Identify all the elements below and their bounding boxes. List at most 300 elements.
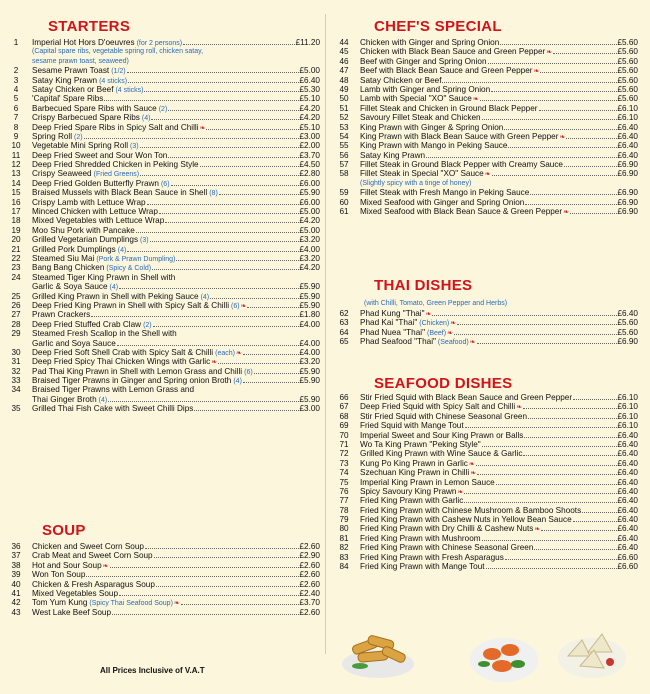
dot-leader <box>454 334 617 335</box>
item-name: Beef with Black Bean Sauce and Green Pepper <box>360 66 533 76</box>
item-price: £6.40 <box>299 75 320 85</box>
menu-item-row <box>0 160 320 169</box>
menu-item-row <box>328 524 638 533</box>
dot-leader <box>488 63 617 64</box>
item-number: 72 <box>339 449 349 459</box>
item-number: 84 <box>339 562 349 572</box>
starters-list <box>0 38 320 414</box>
item-price: £6.10 <box>617 113 638 123</box>
item-number: 76 <box>339 486 349 496</box>
item-note: (2) <box>143 321 152 329</box>
menu-item-row <box>0 357 320 366</box>
item-name: Deep Fried Spare Ribs in Spicy Salt and Chilli <box>32 122 199 132</box>
dot-leader <box>136 232 299 233</box>
item-name: Fried King Prawn with Dry Chilli & Cashew Nuts <box>360 524 534 534</box>
item-number: 6 <box>13 103 19 113</box>
chili-pepper-icon: ❧ <box>534 526 541 534</box>
dot-leader <box>140 175 298 176</box>
chefs-special-title: CHEF'S SPECIAL <box>374 18 502 35</box>
item-name: Fillet Steak in Special "XO" Sauce <box>360 169 484 179</box>
item-price: £5.90 <box>299 188 320 198</box>
item-price: £6.90 <box>617 160 638 170</box>
dot-leader <box>206 129 298 130</box>
dot-leader <box>504 129 616 130</box>
item-number: 1 <box>13 38 19 47</box>
menu-item-row <box>328 421 638 430</box>
item-number: 61 <box>339 207 349 217</box>
item-name: Imperial Sweet and Sour King Prawn or Balls <box>360 430 524 440</box>
menu-item-row <box>328 328 638 337</box>
menu-item-row <box>0 273 320 282</box>
item-number: 49 <box>339 84 349 94</box>
item-name: Sesame Prawn Toast <box>32 66 110 76</box>
item-price: £3.00 <box>299 404 320 414</box>
menu-item-row <box>328 160 638 169</box>
chefs-special-list <box>328 38 638 216</box>
item-note: (4 sticks) <box>99 77 128 85</box>
menu-item-row <box>328 506 638 515</box>
item-price: £4.20 <box>299 103 320 113</box>
item-number: 45 <box>339 47 349 57</box>
item-number: 4 <box>13 84 19 94</box>
menu-item-row <box>0 226 320 235</box>
item-price: £5.90 <box>299 366 320 376</box>
item-number: 68 <box>339 411 349 421</box>
item-number: 50 <box>339 94 349 104</box>
soup-title: SOUP <box>42 522 86 539</box>
item-number: 58 <box>339 169 349 179</box>
dot-leader <box>465 427 617 428</box>
dot-leader <box>165 222 298 223</box>
item-name: Mixed Vegetables Soup <box>32 588 119 598</box>
item-name: Grilled King Prawn in Shell with Peking Sauce <box>32 291 199 301</box>
item-price: £2.60 <box>299 607 320 617</box>
item-note: (Chicken) <box>419 320 450 328</box>
item-price: £6.90 <box>617 188 638 198</box>
item-price: £5.10 <box>299 94 320 104</box>
item-price: £2.60 <box>299 542 320 551</box>
menu-item-row <box>0 376 320 385</box>
item-number: 83 <box>339 552 349 562</box>
item-price: £5.60 <box>617 56 638 66</box>
item-number: 75 <box>339 477 349 487</box>
item-number: 55 <box>339 141 349 151</box>
chili-pepper-icon: ❧ <box>447 329 453 337</box>
item-number: 2 <box>13 66 19 76</box>
menu-item-row <box>0 188 320 197</box>
item-number: 51 <box>339 103 349 113</box>
item-price: £2.00 <box>299 141 320 151</box>
dot-leader <box>482 119 617 120</box>
dot-leader <box>457 324 616 325</box>
item-note: (6) <box>231 302 240 310</box>
item-number: 63 <box>339 318 349 328</box>
menu-item-row <box>0 348 320 357</box>
menu-item-row <box>0 76 320 85</box>
item-name: Steamed Tiger King Prawn in Shell with <box>32 272 176 282</box>
item-number: 28 <box>11 319 21 329</box>
item-price: £6.40 <box>617 122 638 132</box>
item-name: Prawn Crackers <box>32 310 91 320</box>
item-name: Fillet Steak and Chicken in Ground Black Pepper <box>360 103 538 113</box>
item-price: £3.20 <box>299 253 320 263</box>
dot-leader <box>112 614 298 615</box>
item-note: (4) <box>117 246 127 254</box>
item-note: (Seafood) <box>437 339 469 347</box>
item-price: £5.60 <box>617 47 638 57</box>
menu-item-row <box>0 561 320 570</box>
dot-leader <box>570 213 617 214</box>
item-name: Fillet Steak with Fresh Mango in Peking Sauce <box>360 188 530 198</box>
item-note: (each) <box>215 349 235 357</box>
item-price: £4.50 <box>299 160 320 170</box>
chili-pepper-icon: ❧ <box>211 359 218 367</box>
item-price: £6.40 <box>617 468 638 478</box>
chili-pepper-icon: ❧ <box>102 562 109 570</box>
item-name: Crispy Seaweed <box>32 169 92 179</box>
item-number: 80 <box>339 524 349 534</box>
menu-item-row <box>328 113 638 122</box>
item-number: 64 <box>339 327 349 337</box>
spring-rolls-image <box>338 612 418 684</box>
item-name: Grilled Pork Dumplings <box>32 244 116 254</box>
item-price: £5.90 <box>299 282 320 292</box>
dot-leader <box>476 465 617 466</box>
menu-item-row <box>0 151 320 160</box>
item-name: Savoury Fillet Steak and Chicken <box>360 113 481 123</box>
item-name: Chicken with Ginger and Spring Onion <box>360 38 500 47</box>
item-price: £6.40 <box>617 141 638 151</box>
menu-item-row <box>0 367 320 376</box>
menu-item-row <box>328 478 638 487</box>
dot-leader <box>524 437 616 438</box>
chili-pepper-icon: ❧ <box>240 302 247 310</box>
item-note: (4) <box>98 396 108 404</box>
item-price: £6.90 <box>617 207 638 217</box>
item-price: £4.00 <box>299 347 320 357</box>
item-number: 15 <box>11 188 21 198</box>
chili-pepper-icon: ❧ <box>173 600 180 608</box>
item-price: £6.40 <box>617 524 638 534</box>
menu-item-row <box>0 66 320 75</box>
item-number: 23 <box>11 263 21 273</box>
dot-leader <box>144 91 298 92</box>
menu-item-row <box>328 85 638 94</box>
menu-item-row <box>328 141 638 150</box>
item-number: 52 <box>339 113 349 123</box>
item-price: £6.10 <box>617 411 638 421</box>
item-name: Won Ton Soup <box>32 570 86 580</box>
item-price: £6.40 <box>617 486 638 496</box>
item-price: £6.40 <box>617 515 638 525</box>
item-name: Grilled Vegetarian Dumplings <box>32 235 139 245</box>
item-number: 44 <box>339 38 349 47</box>
item-price: £5.00 <box>299 207 320 217</box>
item-price: £5.00 <box>299 66 320 76</box>
dot-leader <box>540 72 616 73</box>
dot-leader <box>566 138 616 139</box>
item-price: £3.70 <box>299 598 320 608</box>
item-name: Mixed Seafood with Ginger and Spring Onion <box>360 197 525 207</box>
item-name: Braised Mussels with Black Bean Sauce in Shell <box>32 188 208 198</box>
menu-item-row <box>0 320 320 329</box>
item-name: Deep Fried Shredded Chicken in Peking Style <box>32 160 199 170</box>
item-note: (3) <box>140 237 149 245</box>
item-number: 20 <box>11 235 21 245</box>
item-note: (4) <box>109 284 119 292</box>
item-price: £2.60 <box>299 570 320 580</box>
menu-item-row <box>0 132 320 141</box>
item-note: (6) <box>244 368 253 376</box>
item-name: Spring Roll <box>32 131 73 141</box>
dot-leader <box>564 166 617 167</box>
menu-item-row <box>0 85 320 94</box>
item-name: Imperial Hot Hors D'oeuvres <box>32 38 135 47</box>
item-number: 70 <box>339 430 349 440</box>
menu-item-row <box>0 94 320 103</box>
item-number: 11 <box>11 150 21 160</box>
item-number: 74 <box>339 468 349 478</box>
item-name: Fillet Steak in Ground Black Pepper with Creamy Sauce <box>360 160 563 170</box>
menu-item-row <box>0 589 320 598</box>
item-name: Stir Fried Squid with Black Bean Sauce and Green Pepper <box>360 393 573 402</box>
menu-item-row <box>0 179 320 188</box>
item-name: Fried King Prawn with Cashew Nuts in Yellow Bean Sauce <box>360 515 572 525</box>
dot-leader <box>218 363 298 364</box>
chili-pepper-icon: ❧ <box>546 49 553 57</box>
dot-leader <box>247 307 298 308</box>
item-number: 13 <box>11 169 21 179</box>
item-number: 7 <box>13 113 19 123</box>
dot-leader <box>181 604 299 605</box>
item-number: 29 <box>11 329 21 339</box>
dot-leader <box>91 316 298 317</box>
soup-list <box>0 542 320 617</box>
item-price: £6.40 <box>617 496 638 506</box>
vat-footer: All Prices Inclusive of V.A.T <box>100 666 205 675</box>
item-price: £5.60 <box>617 84 638 94</box>
dot-leader <box>156 586 299 587</box>
menu-item-row <box>328 47 638 56</box>
item-price: £5.90 <box>299 376 320 386</box>
dot-leader <box>171 185 299 186</box>
dot-leader <box>128 82 298 83</box>
item-number: 17 <box>11 207 21 217</box>
dot-leader <box>486 568 617 569</box>
chili-pepper-icon: ❧ <box>472 96 479 104</box>
item-price: £6.40 <box>617 131 638 141</box>
item-number: 54 <box>339 131 349 141</box>
item-number: 34 <box>11 385 21 395</box>
item-number: 41 <box>11 588 21 598</box>
item-name: Deep Fried Sweet and Sour Won Ton <box>32 150 168 160</box>
item-number: 33 <box>11 376 21 386</box>
item-price: £4.20 <box>299 113 320 123</box>
item-name: Mixed Seafood with Black Bean Sauce & Green Pepper <box>360 207 563 217</box>
item-price: £6.10 <box>617 103 638 113</box>
dot-leader <box>127 251 298 252</box>
item-name: 'Capital' Spare Ribs <box>32 94 104 104</box>
item-note: (Spicy Thai Seafood Soup) <box>89 600 173 608</box>
dot-leader <box>432 315 616 316</box>
menu-item-row <box>0 104 320 113</box>
item-number: 18 <box>11 216 21 226</box>
menu-item-row <box>328 318 638 327</box>
item-number: 66 <box>339 393 349 402</box>
chili-pepper-icon: ❧ <box>450 320 457 328</box>
item-number: 32 <box>11 366 21 376</box>
item-number: 22 <box>11 253 21 263</box>
dot-leader <box>108 401 298 402</box>
item-price: £4.00 <box>299 338 320 348</box>
menu-item-row <box>0 329 320 338</box>
item-name: Fried King Prawn with Garlic <box>360 496 464 506</box>
item-name: Crispy Lamb with Lettuce Wrap <box>32 197 146 207</box>
dot-leader <box>426 157 616 158</box>
item-name: Fried King Prawn with Chinese Mushroom & Bamboo Shoots <box>360 505 582 515</box>
item-price: £6.40 <box>617 543 638 553</box>
item-note: (for 2 persons) <box>136 40 183 47</box>
item-price: £1.80 <box>299 310 320 320</box>
dot-leader <box>505 559 617 560</box>
item-name: Deep Fried Golden Butterfly Prawn <box>32 178 159 188</box>
menu-item-row <box>328 38 638 47</box>
item-price: £4.20 <box>299 216 320 226</box>
menu-item-row <box>0 570 320 579</box>
item-note: (Pork & Prawn Dumpling) <box>96 255 176 263</box>
seafood-dishes-list <box>328 393 638 571</box>
item-name: Deep Fried Stuffed Crab Claw <box>32 319 142 329</box>
item-note: (8) <box>209 190 218 198</box>
item-price: £6.10 <box>617 402 638 412</box>
dot-leader <box>464 493 616 494</box>
menu-item-row <box>0 598 320 607</box>
item-name: Mixed Vegetables with Lettuce Wrap <box>32 216 165 226</box>
dot-leader <box>243 382 299 383</box>
item-price: £4.00 <box>299 319 320 329</box>
item-note: (4) <box>200 293 210 301</box>
item-price: £6.90 <box>617 169 638 179</box>
item-name: Wo Ta King Prawn "Peking Style" <box>360 439 481 449</box>
chili-pepper-icon: ❧ <box>468 460 475 468</box>
item-name: Phad Nuea "Thai" <box>360 327 425 337</box>
item-name: Imperial King Prawn in Lemon Sauce <box>360 477 495 487</box>
menu-item-row <box>0 245 320 254</box>
menu-item-row <box>328 534 638 543</box>
dot-leader <box>84 138 299 139</box>
chili-pepper-icon: ❧ <box>235 349 242 357</box>
dot-leader <box>500 44 616 45</box>
menu-item-row <box>328 543 638 552</box>
item-number: 30 <box>11 347 21 357</box>
dot-leader <box>534 549 616 550</box>
dot-leader <box>117 345 299 346</box>
thai-dishes-list <box>328 309 638 347</box>
menu-item-row <box>0 385 320 394</box>
menu-item-row <box>328 169 638 178</box>
chili-pepper-icon: ❧ <box>457 488 464 496</box>
menu-item-row <box>0 263 320 272</box>
item-price: £2.40 <box>299 588 320 598</box>
item-note: (4) <box>233 378 242 386</box>
menu-item-row <box>328 151 638 160</box>
item-number: 65 <box>339 337 349 347</box>
dot-leader <box>147 204 299 205</box>
menu-item-row <box>328 104 638 113</box>
menu-item-row <box>0 404 320 413</box>
menu-item-row <box>328 337 638 346</box>
item-name: Crab Meat and Sweet Corn Soup <box>32 551 153 561</box>
item-number: 46 <box>339 56 349 66</box>
menu-item-row <box>328 94 638 103</box>
item-price: £4.00 <box>299 244 320 254</box>
menu-item-row <box>328 468 638 477</box>
item-number: 38 <box>11 560 21 570</box>
menu-item-row <box>328 123 638 132</box>
item-number: 57 <box>339 160 349 170</box>
item-price: £6.10 <box>617 393 638 402</box>
dot-leader <box>104 100 298 101</box>
menu-item-row <box>328 459 638 468</box>
item-number: 82 <box>339 543 349 553</box>
item-name: West Lake Beef Soup <box>32 607 112 617</box>
item-price: £6.60 <box>617 552 638 562</box>
menu-item-row <box>328 553 638 562</box>
dot-leader <box>482 446 617 447</box>
item-name: Spicy Savoury King Prawn <box>360 486 457 496</box>
item-name: Lamb with Special "XO" Sauce <box>360 94 472 104</box>
menu-item-row <box>0 580 320 589</box>
chili-pepper-icon: ❧ <box>470 470 477 478</box>
starters-title: STARTERS <box>48 18 131 35</box>
item-number: 21 <box>11 244 21 254</box>
menu-item-row <box>0 608 320 617</box>
dot-leader <box>194 410 298 411</box>
item-number: 71 <box>339 439 349 449</box>
item-name: Tom Yum Kung <box>32 598 88 608</box>
item-price: £6.10 <box>617 421 638 431</box>
item-price: £3.20 <box>299 357 320 367</box>
item-note: (3) <box>130 143 139 151</box>
item-name: Phad Kai "Thai" <box>360 318 418 328</box>
item-name: Hot and Sour Soup <box>32 560 102 570</box>
item-name: Steamed Fresh Scallop in the Shell with <box>32 329 177 339</box>
item-number: 53 <box>339 122 349 132</box>
dot-leader <box>168 110 298 111</box>
item-price: £6.40 <box>617 477 638 487</box>
menu-item-row <box>0 235 320 244</box>
item-note: (2) <box>158 105 168 113</box>
menu-item-row <box>0 301 320 310</box>
dot-leader <box>153 326 299 327</box>
chili-pepper-icon: ❧ <box>516 404 523 412</box>
item-description: (Capital spare ribs, vegetable spring roll, chicken satay, <box>32 48 204 56</box>
item-number: 79 <box>339 515 349 525</box>
menu-item-row <box>0 198 320 207</box>
item-note: (4) <box>141 115 151 123</box>
item-name: Szechuan King Prawn in Chilli <box>360 468 470 478</box>
menu-item-row <box>0 123 320 132</box>
dot-leader <box>150 241 299 242</box>
item-note: (4 sticks) <box>115 86 144 94</box>
menu-item-row <box>0 339 320 348</box>
item-name: Fried King Prawn with Mushroom <box>360 533 481 543</box>
dot-leader <box>480 100 617 101</box>
item-number: 43 <box>11 607 21 617</box>
dot-leader <box>525 204 616 205</box>
item-price: £6.60 <box>617 562 638 572</box>
item-name: Moo Shu Pork with Pancake <box>32 225 135 235</box>
